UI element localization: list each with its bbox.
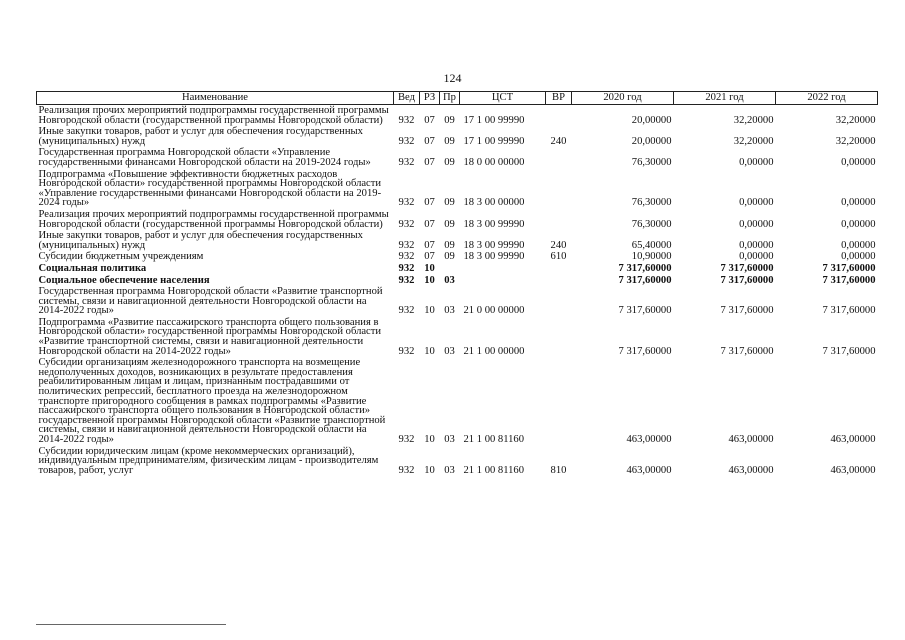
footer-rule [36,624,226,625]
cell-name: Социальное обеспечение населения [38,274,210,286]
table-row [37,357,878,445]
cell-year-2021: 32,20000 [733,114,774,126]
cell-name: Социальная политика [38,262,147,274]
cell-vr [546,209,572,230]
cell-rz: 07 [424,218,435,230]
cell-name: Реализация прочих мероприятий подпрограммы государственной программы Новгородской области (государственной программы Новгородской области) [38,208,389,230]
cell-rz: 10 [424,434,435,445]
cell-cst: 17 1 00 99990 [463,135,525,147]
cell-name: Субсидии бюджетным учреждениям [38,251,204,263]
cell-ved: 932 [398,464,415,476]
cell-rz: 10 [424,345,435,357]
cell-year-2022: 463,00000 [830,464,876,476]
cell-name: Подпрограмма «Повышение эффективности бюджетных расходов Новгородской области» государственной программы Новгородской области «Управление государственными финансами Новгородской области на 2019-2024 годы» [38,168,382,209]
cell-year-2022: 32,20000 [835,135,876,147]
cell-year-2020: 7 317,60000 [618,345,672,357]
table-body [37,105,878,477]
cell-cst: 18 3 00 99990 [463,251,525,263]
cell-cst [460,275,546,287]
cell-cst: 21 0 00 00000 [463,305,525,317]
cell-year-2022: 0,00000 [841,156,876,168]
cell-name: Иные закупки товаров, работ и услуг для обеспечения государственных (муниципальных) нужд [38,230,363,251]
cell-year-2021: 32,20000 [733,135,774,147]
cell-cst: 17 1 00 99990 [463,114,525,126]
cell-pr: 09 [444,197,455,209]
cell-pr: 09 [444,251,455,263]
cell-year-2022: 0,00000 [841,251,876,263]
cell-cst: 21 1 00 81160 [463,434,525,445]
table-row [37,230,878,251]
table-row [37,105,878,127]
cell-vr [546,275,572,287]
cell-year-2020: 76,30000 [631,218,672,230]
cell-year-2021: 0,00000 [739,218,774,230]
cell-pr: 09 [444,218,455,230]
cell-name: Реализация прочих мероприятий подпрограммы государственной программы Новгородской области (государственной программы Новгородской области) [38,105,389,126]
cell-cst: 21 1 00 00000 [463,345,525,357]
page-number: 124 [443,71,462,85]
cell-vr [546,263,572,275]
table-row [37,275,878,287]
cell-year-2020: 20,00000 [631,135,672,147]
cell-vr [546,286,572,317]
table-row [37,209,878,230]
cell-vr [546,357,572,445]
cell-name: Субсидии юридическим лицам (кроме некоммерческих организаций), индивидуальным предпринимателям, физическим лицам - производителям товаров, работ, услуг [38,445,379,476]
cell-year-2020: 76,30000 [631,156,672,168]
cell-year-2020: 20,00000 [631,114,672,126]
cell-year-2020: 76,30000 [631,197,672,209]
cell-rz: 10 [424,464,435,476]
cell-vr: 240 [550,135,567,147]
cell-ved: 932 [398,197,415,209]
cell-ved: 932 [398,262,415,274]
cell-name: Государственная программа Новгородской области «Управление государственными финансами Новгородской области на 2019-2024 годы» [38,147,371,168]
header-2021: 2021 год [674,92,776,105]
cell-pr: 03 [444,434,455,445]
table-row [37,251,878,263]
table-row [37,286,878,317]
header-name: Наименование [37,92,394,105]
cell-ved: 932 [398,114,415,126]
cell-ved: 932 [398,156,415,168]
table-header-row [37,92,878,105]
cell-ved: 932 [398,305,415,317]
cell-rz: 10 [424,305,435,317]
cell-year-2021: 7 317,60000 [720,274,774,286]
cell-vr: 240 [550,239,567,251]
cell-cst: 18 3 00 00000 [463,197,525,209]
cell-name: Субсидии организациям железнодорожного транспорта на возмещение недополученных доходов, возникающих в результате предоставления реабилитированным лицам и лицам, признанным пострадавшими от политических репрессий, бесплатного проезда на железнодорожном транспорте пригородного сообщения в рамках подпрограммы «Развитие пассажирского транспорта общего пользования в Новгородской области» государственной программы Новгородской области «Развитие транспортной системы, связи и навигационной деятельности Новгородской области на 2014-2022 годы» [38,357,386,445]
cell-rz: 07 [424,156,435,168]
header-2020: 2020 год [572,92,674,105]
cell-cst: 18 0 00 00000 [463,156,525,168]
cell-vr [546,147,572,168]
cell-ved: 932 [398,239,415,251]
header-ved: Вед [394,92,420,105]
cell-year-2020: 463,00000 [626,464,672,476]
cell-rz: 07 [424,251,435,263]
table-row [37,169,878,209]
cell-year-2020: 463,00000 [626,434,672,445]
cell-cst: 18 3 00 99990 [463,239,525,251]
table-row [37,317,878,357]
cell-vr: 610 [550,251,567,263]
cell-year-2021: 0,00000 [739,251,774,263]
table-row [37,446,878,477]
cell-ved: 932 [398,274,415,286]
cell-year-2022: 0,00000 [841,197,876,209]
cell-pr: 03 [444,464,455,476]
cell-year-2020: 7 317,60000 [618,262,672,274]
cell-year-2022: 7 317,60000 [822,345,876,357]
cell-ved: 932 [398,135,415,147]
cell-name: Государственная программа Новгородской области «Развитие транспортной системы, связи и навигационной деятельности Новгородской области на 2014-2022 годы» [38,286,383,317]
table-row [37,147,878,168]
cell-pr: 03 [444,274,455,286]
cell-rz: 10 [424,262,435,274]
cell-year-2022: 7 317,60000 [822,305,876,317]
cell-ved: 932 [398,218,415,230]
cell-year-2022: 7 317,60000 [822,274,876,286]
table-row [37,126,878,147]
cell-year-2020: 65,40000 [631,239,672,251]
cell-year-2021: 0,00000 [739,156,774,168]
cell-name: Иные закупки товаров, работ и услуг для обеспечения государственных (муниципальных) нужд [38,126,363,147]
cell-vr: 810 [550,464,567,476]
cell-rz: 07 [424,239,435,251]
cell-vr [546,317,572,357]
cell-rz: 07 [424,135,435,147]
cell-year-2020: 7 317,60000 [618,305,672,317]
cell-ved: 932 [398,345,415,357]
cell-pr: 03 [444,305,455,317]
cell-year-2021: 463,00000 [728,434,774,445]
cell-cst [460,263,546,275]
cell-year-2022: 0,00000 [841,239,876,251]
cell-pr: 09 [444,114,455,126]
cell-year-2022: 32,20000 [835,114,876,126]
table-row [37,263,878,275]
cell-pr [440,263,460,275]
cell-year-2021: 7 317,60000 [720,305,774,317]
cell-ved: 932 [398,434,415,445]
cell-year-2022: 7 317,60000 [822,262,876,274]
cell-rz: 07 [424,197,435,209]
cell-year-2022: 463,00000 [830,434,876,445]
cell-pr: 09 [444,135,455,147]
cell-name: Подпрограмма «Развитие пассажирского транспорта общего пользования в Новгородской области» государственной программы Новгородской области «Развитие транспортной системы, связи и навигационной деятельности Новгородской области на 2014-2022 годы» [38,316,382,357]
cell-ved: 932 [398,251,415,263]
cell-year-2022: 0,00000 [841,218,876,230]
cell-vr [546,105,572,127]
cell-vr [546,169,572,209]
header-cst: ЦСТ [460,92,546,105]
header-2022: 2022 год [776,92,878,105]
cell-cst: 18 3 00 99990 [463,218,525,230]
cell-pr: 03 [444,345,455,357]
cell-year-2021: 7 317,60000 [720,262,774,274]
cell-pr: 09 [444,156,455,168]
cell-year-2021: 0,00000 [739,197,774,209]
header-vr: ВР [546,92,572,105]
cell-pr: 09 [444,239,455,251]
header-rz: РЗ [420,92,440,105]
cell-cst: 21 1 00 81160 [463,464,525,476]
cell-year-2021: 0,00000 [739,239,774,251]
cell-rz: 10 [424,274,435,286]
cell-year-2020: 10,90000 [631,251,672,263]
cell-rz: 07 [424,114,435,126]
cell-year-2020: 7 317,60000 [618,274,672,286]
cell-year-2021: 7 317,60000 [720,345,774,357]
budget-table [36,91,878,476]
cell-year-2021: 463,00000 [728,464,774,476]
header-pr: Пр [440,92,460,105]
